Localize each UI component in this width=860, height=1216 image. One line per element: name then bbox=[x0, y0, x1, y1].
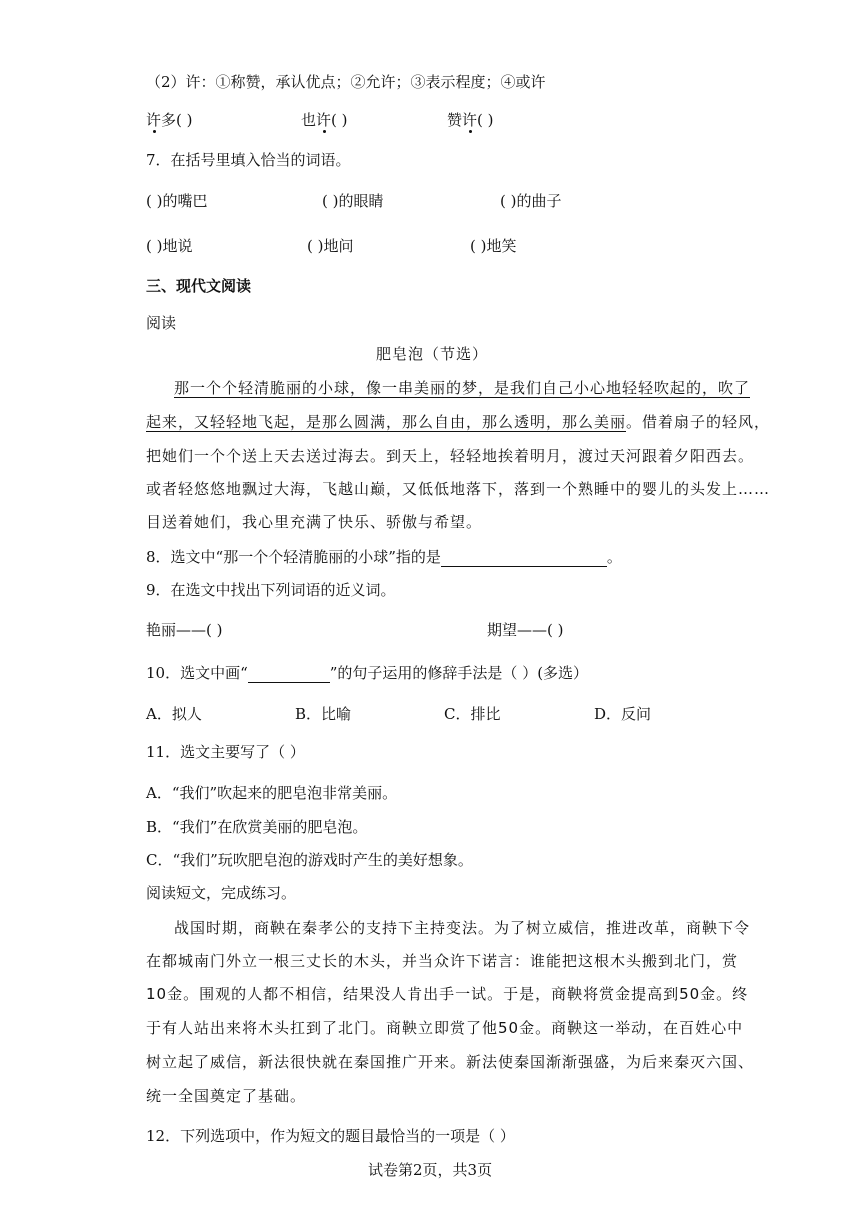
reading2-line-3: 10金。围观的人都不相信，结果没人肯出手一试。于是，商鞅将赏金提高到50金。终 bbox=[146, 985, 749, 1003]
reading2-line-4: 于有人站出来将木头扛到了北门。商鞅立即赏了他50金。商鞅这一举动，在百姓心中 bbox=[146, 1019, 744, 1037]
q6-item-2 bbox=[301, 110, 348, 130]
q6-item-3 bbox=[447, 110, 494, 130]
q7-blank-2[interactable]: ( )的眼睛 bbox=[322, 192, 384, 210]
q12-question: 12．下列选项中，作为短文的题目最恰当的一项是（ ） bbox=[146, 1127, 515, 1145]
reading2-line-1: 战国时期，商鞅在秦孝公的支持下主持变法。为了树立威信，推进改革，商鞅下令 bbox=[174, 919, 751, 937]
section-heading: 三、现代文阅读 bbox=[146, 277, 252, 295]
q6-item-pre: 也 bbox=[301, 111, 317, 129]
section-intro: 阅读 bbox=[146, 314, 177, 332]
page-footer: 试卷第2页，共3页 bbox=[368, 1161, 493, 1179]
q9-question: 9．在选文中找出下列词语的近义词。 bbox=[146, 581, 396, 599]
q10-option-b[interactable]: B．比喻 bbox=[295, 705, 352, 723]
q8-question: 8．选文中“那一个个轻清脆丽的小球”指的是 。 bbox=[146, 548, 622, 566]
q10-option-a[interactable]: A．拟人 bbox=[146, 705, 202, 723]
q9-item-1[interactable]: 艳丽——( ) bbox=[146, 621, 223, 639]
q6-item-dotted-char: 许 bbox=[146, 111, 162, 129]
q7-blank-3[interactable]: ( )的曲子 bbox=[500, 192, 562, 210]
passage-line-4: 或者轻悠悠地飘过大海，飞越山巅，又低低地落下，落到一个熟睡中的婴儿的头发上…… bbox=[146, 480, 771, 498]
q11-option-c[interactable]: C．“我们”玩吹肥皂泡的游戏时产生的美好想象。 bbox=[146, 851, 473, 869]
reading2-line-5: 树立起了威信，新法很快就在秦国推广开来。新法使秦国渐渐强盛，为后来秦灭六国、 bbox=[146, 1053, 755, 1071]
q6-item-post: ( ) bbox=[331, 111, 348, 129]
passage-line-5: 目送着她们，我心里充满了快乐、骄傲与希望。 bbox=[146, 513, 483, 531]
reading2-line-6: 统一全国奠定了基础。 bbox=[146, 1087, 307, 1105]
q7-question: 7．在括号里填入恰当的词语。 bbox=[146, 151, 351, 169]
reading2-intro: 阅读短文，完成练习。 bbox=[146, 884, 297, 902]
q6-item-dotted-char: 许 bbox=[462, 111, 478, 129]
passage-line-3: 把她们一个个送上天去送过海去。到天上，轻轻地挨着明月，渡过天河跟着夕阳西去。 bbox=[146, 447, 755, 465]
q7-blank-4[interactable]: ( )地说 bbox=[146, 237, 193, 255]
passage-line-2: 起来，又轻轻地飞起，是那么圆满，那么自由，那么透明，那么美丽。借着扇子的轻风， bbox=[146, 413, 771, 431]
q8-answer-blank[interactable] bbox=[441, 550, 607, 567]
q11-option-b[interactable]: B．“我们”在欣赏美丽的肥皂泡。 bbox=[146, 818, 368, 836]
q6-item-post: 多( ) bbox=[161, 111, 193, 129]
q10-underline-marker bbox=[248, 666, 330, 683]
q7-blank-5[interactable]: ( )地问 bbox=[307, 237, 354, 255]
q6-item-dotted-char: 许 bbox=[316, 111, 332, 129]
q9-item-2[interactable]: 期望——( ) bbox=[487, 621, 564, 639]
q10-question: 10．选文中画“ ”的句子运用的修辞手法是（ ）(多选） bbox=[146, 664, 589, 682]
q7-blank-6[interactable]: ( )地笑 bbox=[470, 237, 517, 255]
q10-option-c[interactable]: C．排比 bbox=[444, 705, 501, 723]
definition-line: （2）许：①称赞，承认优点；②允许；③表示程度；④或许 bbox=[146, 73, 546, 91]
q11-question: 11．选文主要写了（ ） bbox=[146, 743, 305, 761]
q6-item-post: ( ) bbox=[477, 111, 494, 129]
q10-option-d[interactable]: D．反问 bbox=[594, 705, 652, 723]
passage-title: 肥皂泡（节选） bbox=[376, 345, 489, 363]
q7-blank-1[interactable]: ( )的嘴巴 bbox=[146, 192, 208, 210]
q6-item-pre: 赞 bbox=[447, 111, 463, 129]
q6-item-1 bbox=[146, 110, 193, 130]
q11-option-a[interactable]: A．“我们”吹起来的肥皂泡非常美丽。 bbox=[146, 784, 398, 802]
passage-line-1: 那一个个轻清脆丽的小球，像一串美丽的梦，是我们自己小心地轻轻吹起的，吹了 bbox=[174, 379, 751, 397]
reading2-line-2: 在都城南门外立一根三丈长的木头，并当众许下诺言：谁能把这根木头搬到北门，赏 bbox=[146, 952, 739, 970]
